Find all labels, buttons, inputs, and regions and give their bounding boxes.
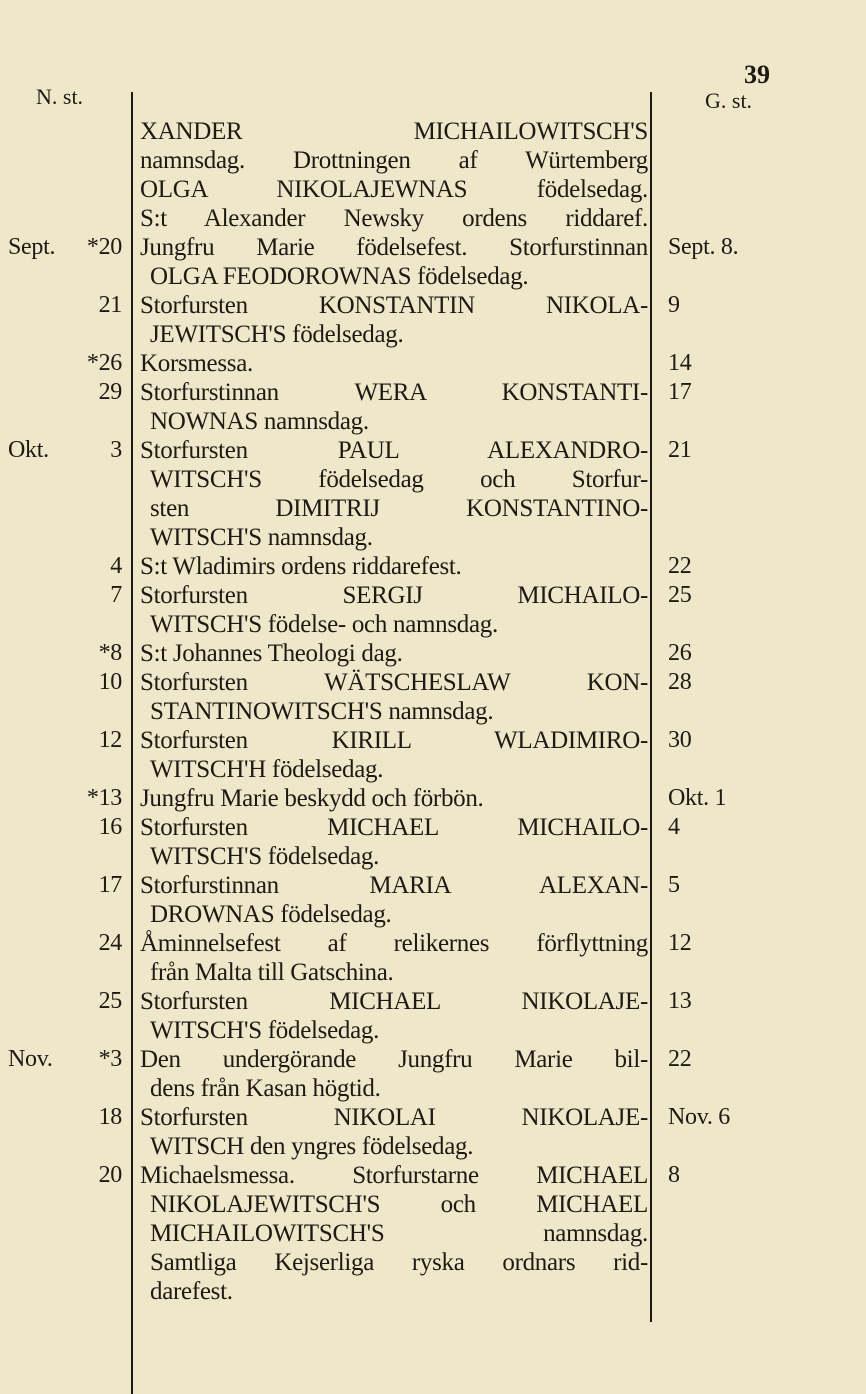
entry-text-line: NOWNAS namnsdag. bbox=[150, 408, 369, 435]
entry-text-line: darefest. bbox=[150, 1278, 233, 1305]
new-style-day: *8 bbox=[98, 640, 122, 666]
old-style-date: 26 bbox=[668, 640, 692, 666]
new-style-day: 20 bbox=[98, 1162, 122, 1188]
entry-text-line: STANTINOWITSCH'S namnsdag. bbox=[150, 698, 494, 725]
entry-text-line: Storfursten KIRILL WLADIMIRO- bbox=[140, 727, 648, 754]
new-style-day: 17 bbox=[98, 872, 122, 898]
entry-text-line: WITSCH'S namnsdag. bbox=[150, 524, 373, 551]
old-style-date: 17 bbox=[668, 379, 692, 405]
new-style-day: *20 bbox=[86, 234, 122, 260]
entry-text-line: XANDER MICHAILOWITSCH'S bbox=[140, 118, 648, 145]
old-style-date: 22 bbox=[668, 553, 692, 579]
new-style-day: 12 bbox=[98, 727, 122, 753]
entry-text-line: Storfursten PAUL ALEXANDRO- bbox=[140, 437, 648, 464]
entry-text-line: WITSCH'H födelsedag. bbox=[150, 756, 384, 783]
new-style-day: 29 bbox=[98, 379, 122, 405]
entry-text-line: S:t Johannes Theologi dag. bbox=[140, 640, 403, 667]
entry-text-line: Storfursten KONSTANTIN NIKOLA- bbox=[140, 292, 648, 319]
old-style-date: 30 bbox=[668, 727, 692, 753]
old-style-date: 4 bbox=[668, 814, 680, 840]
entry-text-line: MICHAILOWITSCH'S namnsdag. bbox=[150, 1220, 648, 1247]
entry-text-line: WITSCH'S födelsedag. bbox=[150, 1017, 380, 1044]
entry-text-line: Jungfru Marie födelsefest. Storfurstinnan bbox=[140, 234, 648, 261]
new-style-day: *13 bbox=[86, 785, 122, 811]
entry-text-line: Storfursten NIKOLAI NIKOLAJE- bbox=[140, 1104, 648, 1131]
old-style-date: Sept. 8. bbox=[668, 234, 739, 260]
new-style-day: *26 bbox=[86, 350, 122, 376]
entry-text-line: OLGA NIKOLAJEWNAS födelsedag. bbox=[140, 176, 648, 203]
new-style-day: 16 bbox=[98, 814, 122, 840]
entry-text-line: sten DIMITRIJ KONSTANTINO- bbox=[150, 495, 648, 522]
new-style-day: 10 bbox=[98, 669, 122, 695]
new-style-day: 3 bbox=[110, 437, 122, 463]
entry-text-line: WITSCH'S födelsedag. bbox=[150, 843, 380, 870]
new-style-day: 18 bbox=[98, 1104, 122, 1130]
column-divider-left bbox=[131, 92, 133, 1394]
old-style-date: 13 bbox=[668, 988, 692, 1014]
page-number: 39 bbox=[744, 60, 770, 89]
entry-text-line: WITSCH'S födelse- och namnsdag. bbox=[150, 611, 498, 638]
entry-text-line: DROWNAS födelsedag. bbox=[150, 901, 392, 928]
old-style-date: Nov. 6 bbox=[668, 1104, 730, 1130]
entry-text-line: Den undergörande Jungfru Marie bil- bbox=[140, 1046, 648, 1073]
old-style-date: 14 bbox=[668, 350, 692, 376]
old-style-date: 12 bbox=[668, 930, 692, 956]
entry-text-line: OLGA FEODOROWNAS födelsedag. bbox=[150, 263, 529, 290]
old-style-date: 22 bbox=[668, 1046, 692, 1072]
entry-text-line: namnsdag. Drottningen af Würtemberg bbox=[140, 147, 648, 174]
entry-text-line: S:t Wladimirs ordens riddarefest. bbox=[140, 553, 462, 580]
entry-text-line: JEWITSCH'S födelsedag. bbox=[150, 321, 404, 348]
entry-text-line: S:t Alexander Newsky ordens riddaref. bbox=[140, 205, 648, 232]
new-style-month: Sept. bbox=[8, 234, 56, 260]
column-divider-right bbox=[650, 92, 652, 1322]
entry-text-line: Samtliga Kejserliga ryska ordnars rid- bbox=[150, 1249, 648, 1276]
new-style-month: Nov. bbox=[8, 1046, 53, 1072]
new-style-day: 4 bbox=[110, 553, 122, 579]
entry-text-line: Michaelsmessa. Storfurstarne MICHAEL bbox=[140, 1162, 648, 1189]
entry-text-line: Storfurstinnan WERA KONSTANTI- bbox=[140, 379, 648, 406]
entry-text-line: NIKOLAJEWITSCH'S och MICHAEL bbox=[150, 1191, 648, 1218]
new-style-day: 24 bbox=[98, 930, 122, 956]
new-style-day: 7 bbox=[110, 582, 122, 608]
entry-text-line: Korsmessa. bbox=[140, 350, 253, 377]
new-style-month: Okt. bbox=[8, 437, 49, 463]
old-style-date: 5 bbox=[668, 872, 680, 898]
old-style-date: 9 bbox=[668, 292, 680, 318]
old-style-column-header: G. st. bbox=[705, 88, 753, 113]
old-style-date: Okt. 1 bbox=[668, 785, 727, 811]
old-style-date: 21 bbox=[668, 437, 692, 463]
entry-text-line: Storfursten WÄTSCHESLAW KON- bbox=[140, 669, 648, 696]
entry-text-line: WITSCH'S födelsedag och Storfur- bbox=[150, 466, 648, 493]
entry-text-line: från Malta till Gatschina. bbox=[150, 959, 394, 986]
entry-text-line: Storfurstinnan MARIA ALEXAN- bbox=[140, 872, 648, 899]
new-style-day: 21 bbox=[98, 292, 122, 318]
entry-text-line: Storfursten MICHAEL NIKOLAJE- bbox=[140, 988, 648, 1015]
entry-text-line: WITSCH den yngres födelsedag. bbox=[150, 1133, 474, 1160]
old-style-date: 25 bbox=[668, 582, 692, 608]
new-style-day: 25 bbox=[98, 988, 122, 1014]
new-style-column-header: N. st. bbox=[36, 84, 84, 109]
old-style-date: 28 bbox=[668, 669, 692, 695]
new-style-day: *3 bbox=[98, 1046, 122, 1072]
old-style-date: 8 bbox=[668, 1162, 680, 1188]
entry-text-line: Åminnelsefest af relikernes förflyttning bbox=[140, 930, 648, 957]
entry-text-line: Jungfru Marie beskydd och förbön. bbox=[140, 785, 484, 812]
entry-text-line: Storfursten MICHAEL MICHAILO- bbox=[140, 814, 648, 841]
entry-text-line: Storfursten SERGIJ MICHAILO- bbox=[140, 582, 648, 609]
entry-text-line: dens från Kasan högtid. bbox=[150, 1075, 381, 1102]
